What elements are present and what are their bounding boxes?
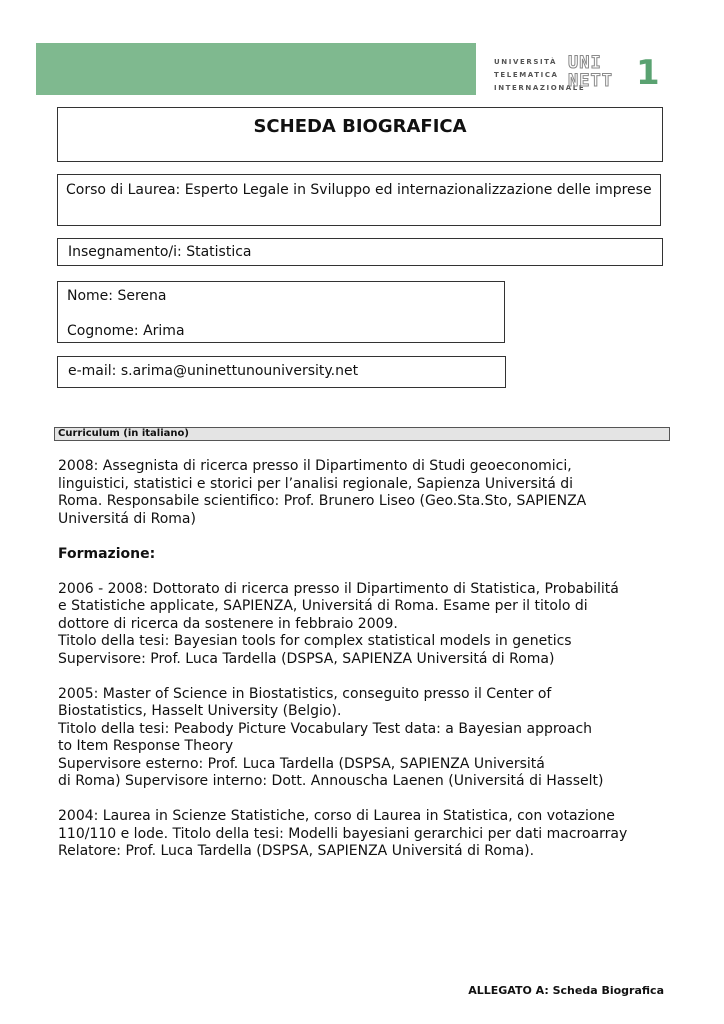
cv-paragraph-master: 2005: Master of Science in Biostatistics, conseguito presso il Center of Biostatistics, Hasselt University (Belgio). Titolo della tesi: Peabody Picture Vocabulary Test data: a Bayesian approach to Item Response Theory Supervisore esterno: Prof. Luca Tardella (DSPSA, SAPIENZA Universitá di Roma) Supervisore interno: Dott. Annouscha Laenen (Universitá di Hasselt) xyxy=(58,685,604,789)
logo-mark-line-1: UNI xyxy=(568,53,602,73)
email-box xyxy=(57,356,506,388)
logo-mark xyxy=(568,54,640,92)
title-box xyxy=(57,107,663,162)
teaching-box xyxy=(57,238,663,266)
first-name: Nome: Serena xyxy=(67,288,167,304)
course-box xyxy=(57,174,661,226)
name-box xyxy=(57,281,505,343)
cv-paragraph-laurea: 2004: Laurea in Scienze Statistiche, corso di Laurea in Statistica, con votazione 110/110 e lode. Titolo della tesi: Modelli bayesiani gerarchici per dati macroarray Relatore: Prof. Luca Tardella (DSPSA, SAPIENZA Universitá di Roma). xyxy=(58,808,628,859)
course-text: Corso di Laurea: Esperto Legale in Sviluppo ed internazionalizzazione delle imprese xyxy=(66,182,652,198)
logo-line-3: INTERNAZIONALE xyxy=(494,84,586,92)
university-logo xyxy=(494,54,674,96)
teaching-text: Insegnamento/i: Statistica xyxy=(68,244,252,260)
cv-paragraph-phd: 2006 - 2008: Dottorato di ricerca presso il Dipartimento di Statistica, Probabilitá e Statistiche applicate, SAPIENZA, Universitá di Roma. Esame per il titolo di dottore di ricerca da sostenere in febbraio 2009. Titolo della tesi: Bayesian tools for complex statistical models in genetics Supervisore: Prof. Luca Tardella (DSPSA, SAPIENZA Universitá di Roma) xyxy=(58,580,619,667)
logo-line-2: TELEMATICA xyxy=(494,71,559,79)
email-text: e-mail: s.arima@uninettunouniversity.net xyxy=(68,363,359,379)
logo-one: 1 xyxy=(636,53,660,93)
formazione-heading: Formazione: xyxy=(58,545,156,562)
curriculum-body xyxy=(58,458,670,878)
logo-mark-line-2: NETT xyxy=(568,71,613,91)
header-green-band xyxy=(36,43,476,95)
page-title: SCHEDA BIOGRAFICA xyxy=(253,116,467,137)
footer-label: ALLEGATO A: Scheda Biografica xyxy=(468,984,664,997)
surname: Cognome: Arima xyxy=(67,323,185,339)
cv-paragraph-current: 2008: Assegnista di ricerca presso il Dipartimento di Studi geoeconomici, linguistici, statistici e storici per l’analisi regionale, Sapienza Universitá di Roma. Responsabile scientifico: Prof. Brunero Liseo (Geo.Sta.Sto, SAPIENZA Universitá di Roma) xyxy=(58,458,587,527)
curriculum-header: Curriculum (in italiano) xyxy=(54,427,670,441)
logo-line-1: UNIVERSITÀ xyxy=(494,58,558,66)
